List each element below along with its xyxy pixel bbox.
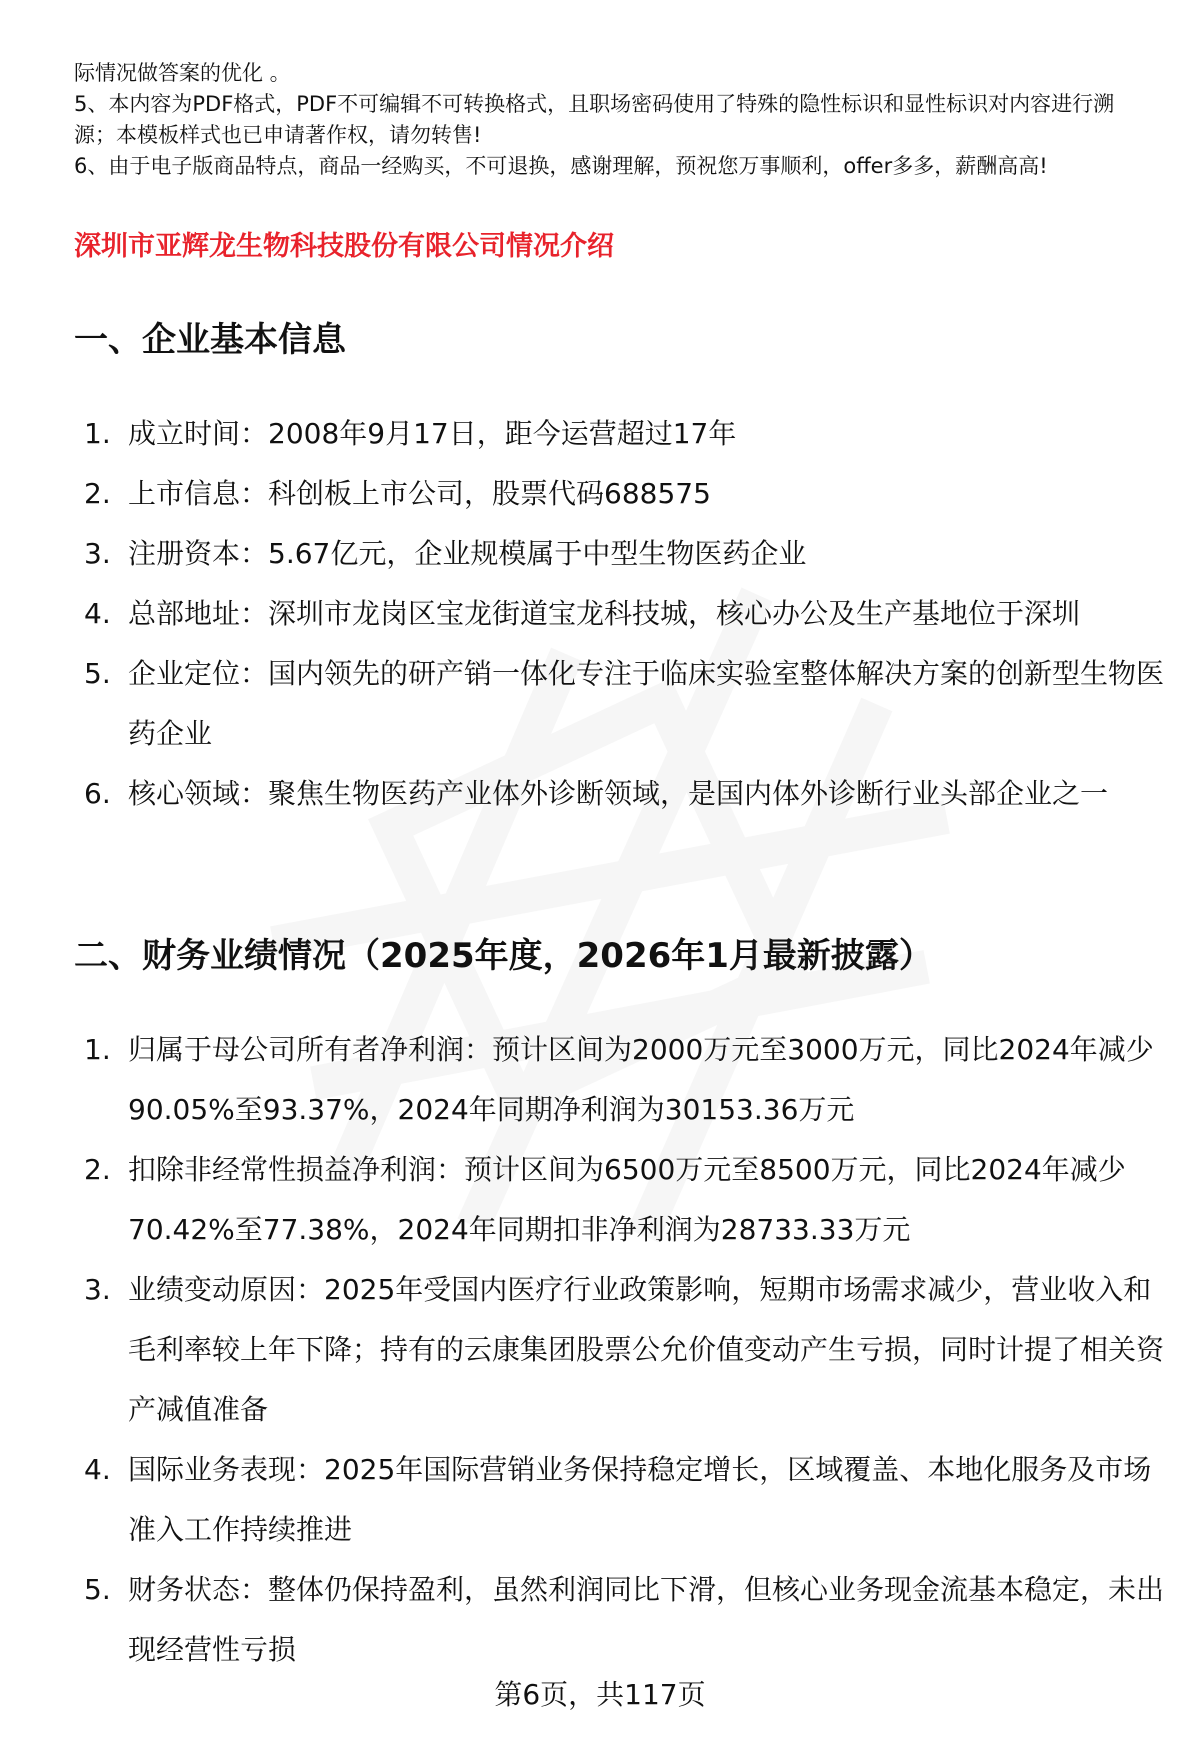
list-item-text: 归属于母公司所有者净利润：预计区间为2000万元至3000万元，同比2024年减少90.05%至93.37%，2024年同期净利润为30153.36万元 <box>128 1033 1154 1126</box>
list-item-text: 成立时间：2008年9月17日，距今运营超过17年 <box>128 417 737 450</box>
list-item <box>74 1140 1164 1260</box>
list-item-text: 注册资本：5.67亿元，企业规模属于中型生物医药企业 <box>128 537 807 570</box>
financials-list <box>74 1020 1164 1680</box>
list-item-text: 扣除非经常性损益净利润：预计区间为6500万元至8500万元，同比2024年减少70.42%至77.38%，2024年同期扣非净利润为28733.33万元 <box>128 1153 1126 1246</box>
list-item-number: 1. <box>84 1033 111 1066</box>
list-item-number: 3. <box>84 537 111 570</box>
list-item-number: 5. <box>84 1573 111 1606</box>
intro-note-line: 6、由于电子版商品特点，商品一经购买，不可退换，感谢理解，预祝您万事顺利，offer多多，薪酬高高! <box>74 154 1048 178</box>
list-item-number: 1. <box>84 417 111 450</box>
list-item-text: 财务状态：整体仍保持盈利，虽然利润同比下滑，但核心业务现金流基本稳定，未出现经营性亏损 <box>128 1573 1165 1666</box>
list-item-number: 2. <box>84 1153 111 1186</box>
list-item <box>74 464 1164 524</box>
section-heading-financials: 二、财务业绩情况（2025年度，2026年1月最新披露） <box>74 936 933 976</box>
section-heading-basic-info: 一、企业基本信息 <box>74 320 346 360</box>
intro-note-line: 5、本内容为PDF格式，PDF不可编辑不可转换格式，且职场密码使用了特殊的隐性标识和显性标识对内容进行溯源；本模板样式也已申请著作权，请勿转售! <box>74 92 1115 147</box>
list-item <box>74 764 1164 824</box>
list-item <box>74 404 1164 464</box>
list-item <box>74 1440 1164 1560</box>
list-item <box>74 1260 1164 1440</box>
list-item-number: 3. <box>84 1273 111 1306</box>
list-item-number: 4. <box>84 1453 111 1486</box>
list-item <box>74 584 1164 644</box>
intro-note-line: 际情况做答案的优化 。 <box>74 61 291 85</box>
list-item-number: 4. <box>84 597 111 630</box>
list-item-text: 国际业务表现：2025年国际营销业务保持稳定增长，区域覆盖、本地化服务及市场准入工作持续推进 <box>128 1453 1152 1546</box>
list-item-text: 总部地址：深圳市龙岗区宝龙街道宝龙科技城，核心办公及生产基地位于深圳 <box>128 597 1081 630</box>
list-item-number: 6. <box>84 777 111 810</box>
company-title: 深圳市亚辉龙生物科技股份有限公司情况介绍 <box>74 231 614 262</box>
list-item-text: 上市信息：科创板上市公司，股票代码688575 <box>128 477 711 510</box>
list-item <box>74 1560 1164 1680</box>
intro-notes <box>74 58 1154 182</box>
list-item-text: 业绩变动原因：2025年受国内医疗行业政策影响，短期市场需求减少，营业收入和毛利率较上年下降；持有的云康集团股票公允价值变动产生亏损，同时计提了相关资产减值准备 <box>128 1273 1165 1426</box>
list-item-text: 企业定位：国内领先的研产销一体化专注于临床实验室整体解决方案的创新型生物医药企业 <box>128 657 1165 750</box>
list-item-text: 核心领域：聚焦生物医药产业体外诊断领域，是国内体外诊断行业头部企业之一 <box>128 777 1109 810</box>
list-item-number: 2. <box>84 477 111 510</box>
list-item <box>74 524 1164 584</box>
list-item <box>74 1020 1164 1140</box>
page-number-footer: 第6页，共117页 <box>494 1678 706 1711</box>
list-item-number: 5. <box>84 657 111 690</box>
basic-info-list <box>74 404 1164 824</box>
list-item <box>74 644 1164 764</box>
